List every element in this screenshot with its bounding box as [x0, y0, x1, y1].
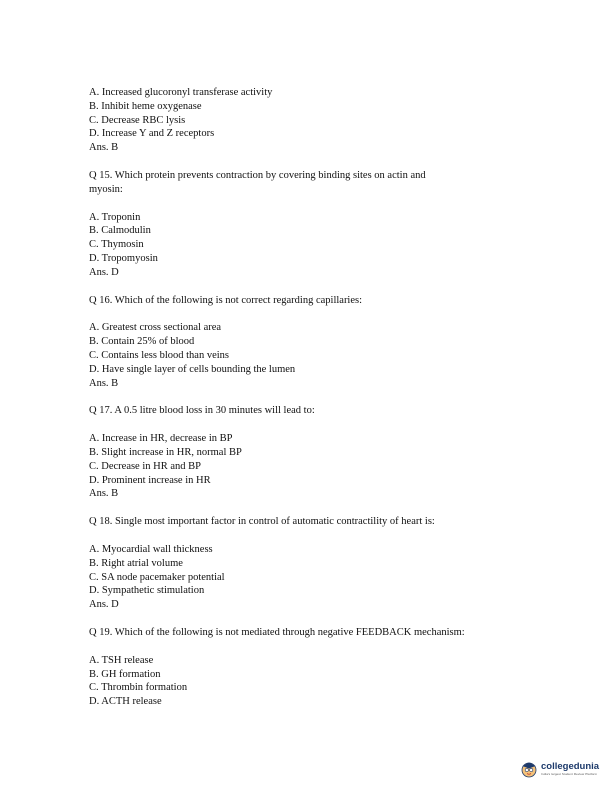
question-block-17 — [89, 404, 539, 501]
option-b: B. Inhibit heme oxygenase — [89, 100, 202, 112]
logo-tagline: India's largest Student Review Platform — [541, 772, 598, 776]
option-d: D. Have single layer of cells bounding the lumen — [89, 363, 296, 375]
logo-name: collegedunia — [541, 761, 600, 772]
option-c: C. Thymosin — [89, 239, 144, 251]
option-b: B. Slight increase in HR, normal BP — [89, 446, 242, 458]
answer: Ans. B — [89, 377, 119, 389]
option-c: C. SA node pacemaker potential — [89, 571, 225, 583]
option-d: D. Prominent increase in HR — [89, 474, 211, 486]
option-c: C. Contains less blood than veins — [89, 349, 229, 361]
option-b: B. GH formation — [89, 668, 161, 680]
question-block-16 — [89, 294, 539, 391]
option-a: A. Troponin — [89, 211, 141, 223]
question-text: Q 18. Single most important factor in control of automatic contractility of heart is: — [89, 516, 435, 528]
question-text: Q 16. Which of the following is not correct regarding capillaries: — [89, 294, 363, 306]
option-b: B. Contain 25% of blood — [89, 336, 195, 348]
question-text-continued: myosin: — [89, 183, 123, 195]
option-a: A. Greatest cross sectional area — [89, 322, 222, 334]
question-block-15 — [89, 169, 539, 280]
question-block-18 — [89, 515, 539, 612]
answer: Ans. B — [89, 488, 119, 500]
option-a: A. Increased glucoronyl transferase activity — [89, 87, 273, 98]
option-c: C. Decrease in HR and BP — [89, 460, 201, 472]
option-a: A. Increase in HR, decrease in BP — [89, 433, 233, 445]
option-b: B. Right atrial volume — [89, 557, 183, 569]
answer: Ans. D — [89, 266, 119, 278]
question-block-19 — [89, 626, 539, 709]
answer: Ans. B — [89, 142, 119, 154]
question-text: Q 17. A 0.5 litre blood loss in 30 minutes will lead to: — [89, 405, 315, 417]
option-c: C. Thrombin formation — [89, 682, 188, 694]
option-b: B. Calmodulin — [89, 225, 151, 237]
option-d: D. Sympathetic stimulation — [89, 585, 205, 597]
option-c: C. Decrease RBC lysis — [89, 114, 186, 126]
question-text: Q 19. Which of the following is not mediated through negative FEEDBACK mechanism: — [89, 626, 465, 638]
answer: Ans. D — [89, 599, 119, 611]
option-a: A. TSH release — [89, 654, 154, 666]
option-a: A. Myocardial wall thickness — [89, 543, 213, 555]
option-d: D. ACTH release — [89, 696, 162, 708]
option-d: D. Increase Y and Z receptors — [89, 128, 215, 140]
option-d: D. Tropomyosin — [89, 252, 158, 264]
question-block-14-tail — [89, 86, 539, 155]
collegedunia-logo — [520, 760, 599, 778]
question-text: Q 15. Which protein prevents contraction by covering binding sites on actin and — [89, 169, 426, 181]
mascot-icon — [520, 760, 538, 778]
page-content — [89, 86, 539, 709]
